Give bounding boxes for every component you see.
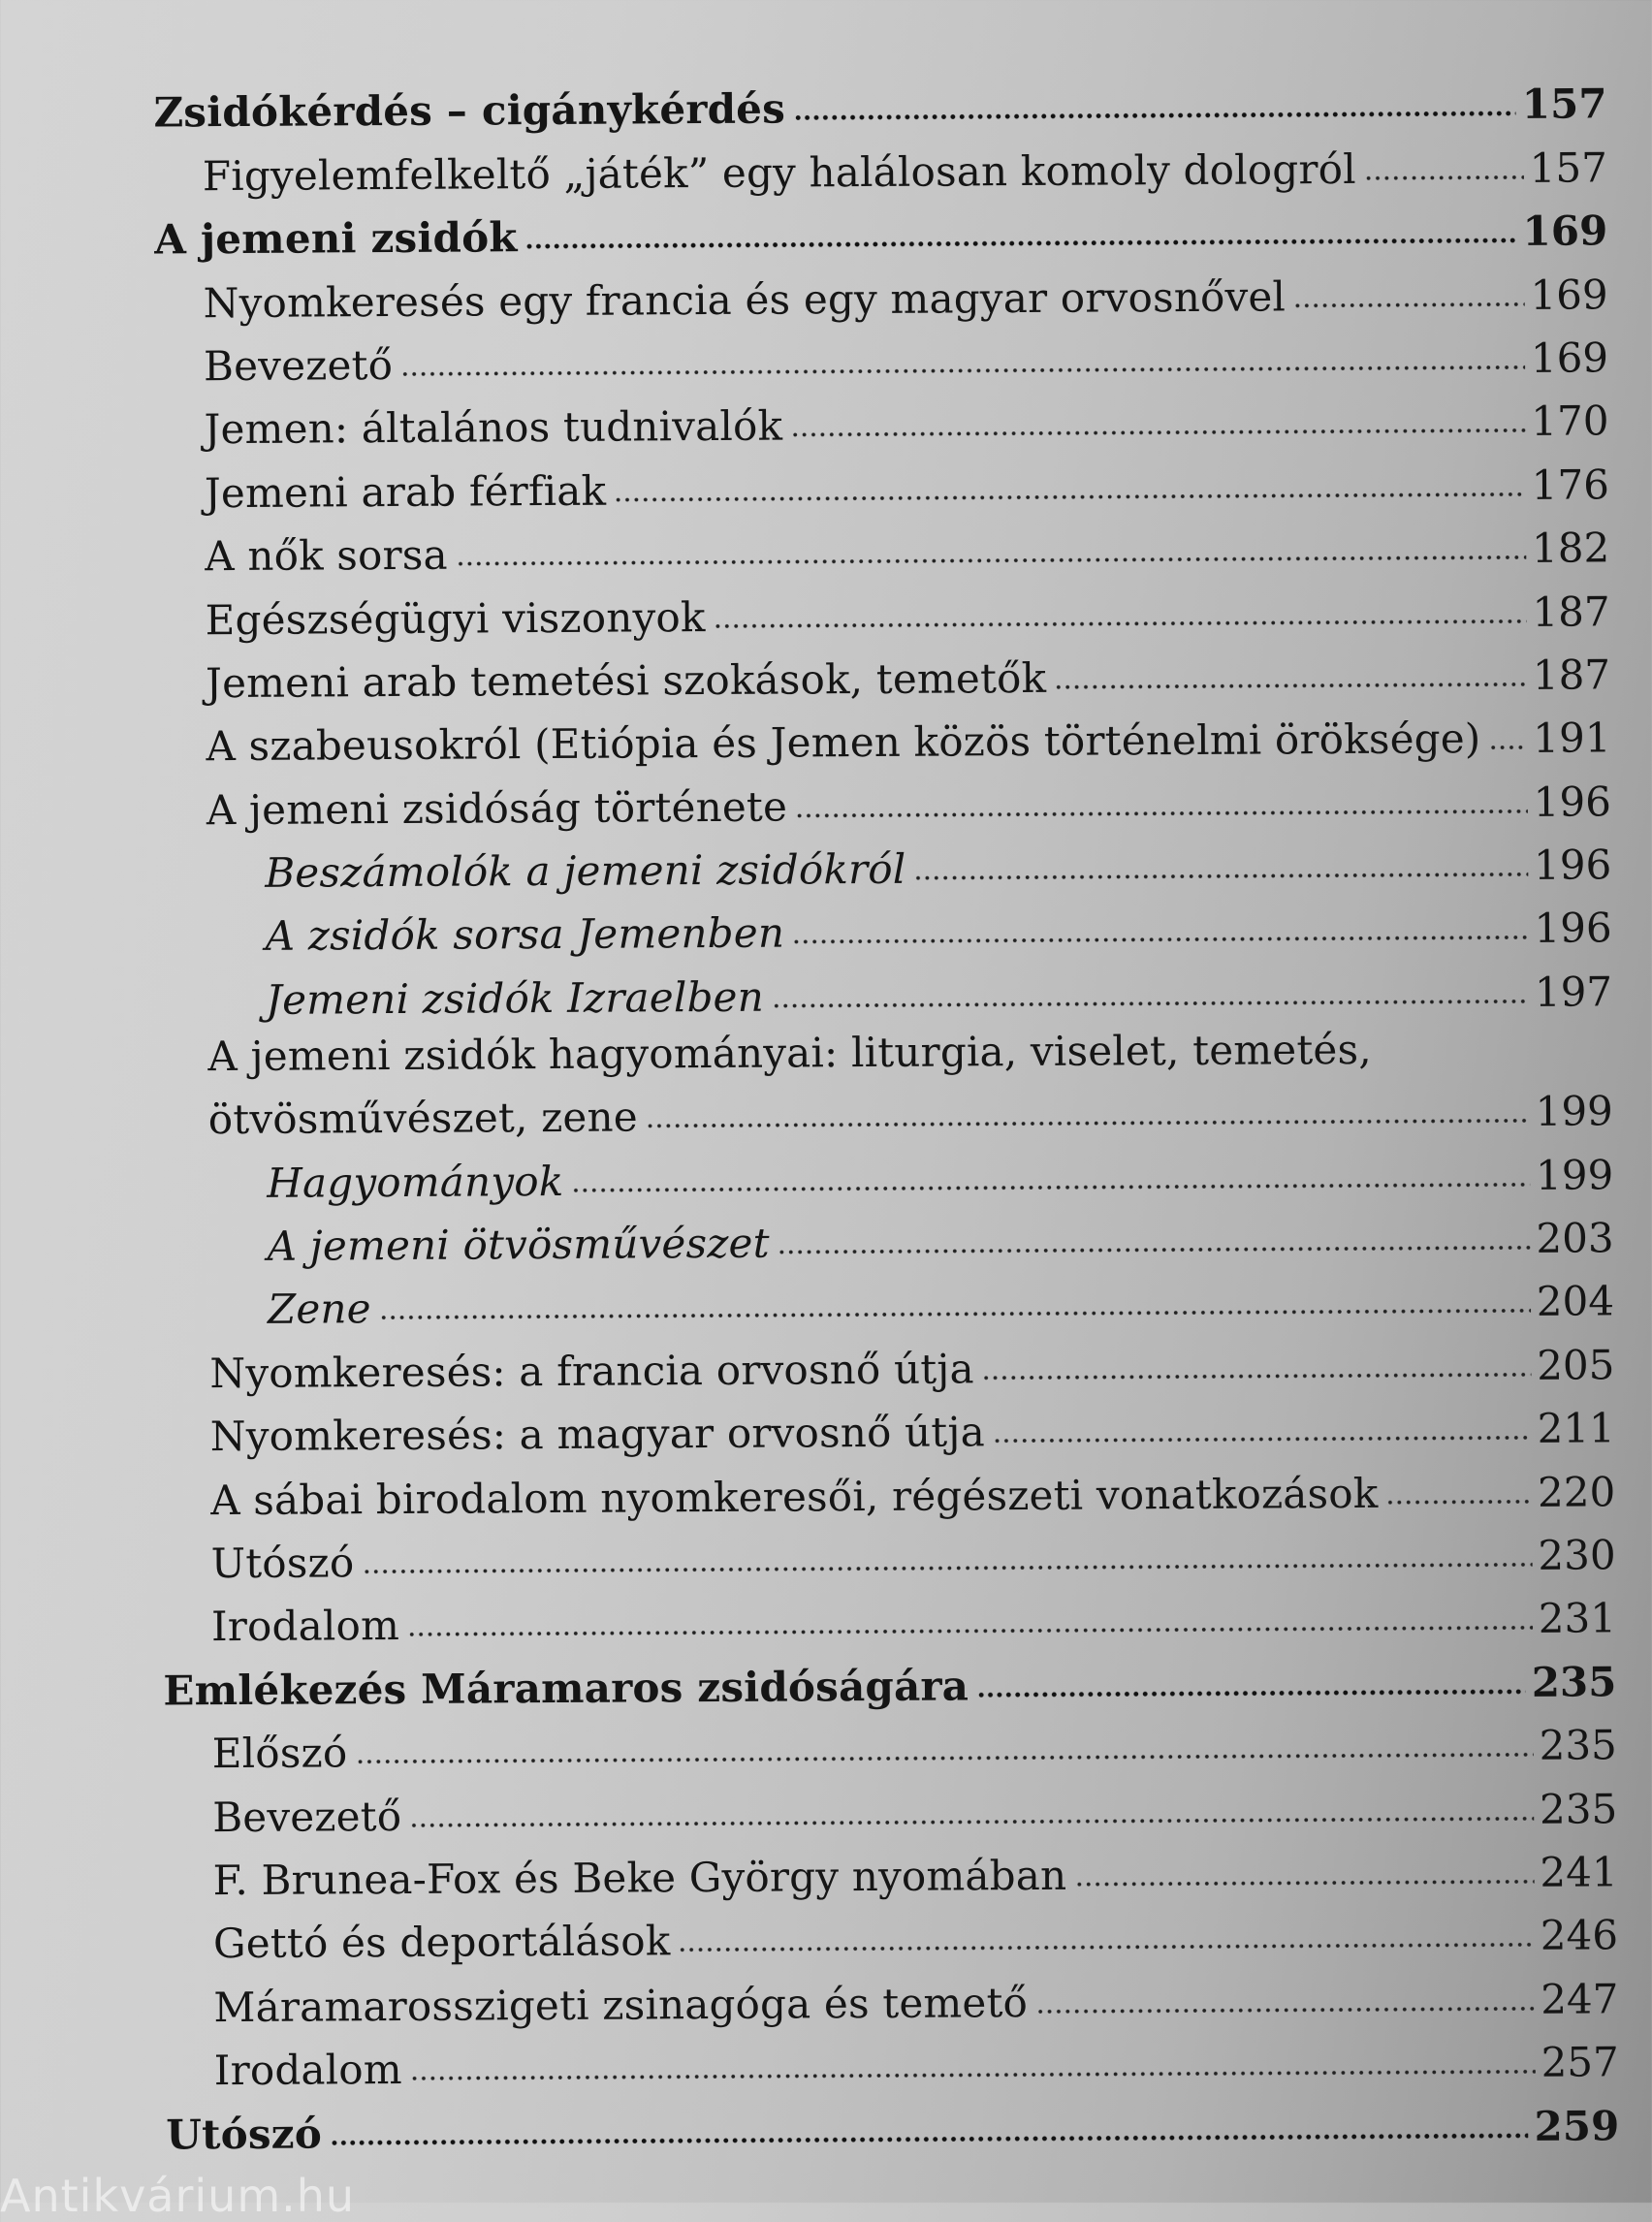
toc-entry-page-number: 235 [1539,1721,1617,1769]
toc-entry [0,1143,1652,1217]
toc-entry-title: A jemeni ötvösművészet [267,1219,770,1270]
toc-entry [2,1460,1652,1534]
dot-leader [1074,1878,1534,1889]
toc-entry-line [266,968,1612,1024]
toc-entry-line [266,905,1612,961]
toc-entry-page-number: 157 [1521,79,1607,129]
toc-entry [2,1524,1652,1598]
toc-entry-line [204,333,1608,391]
dot-leader [678,1941,1534,1953]
dot-leader [1385,1497,1532,1506]
dot-leader [379,1307,1531,1321]
toc-entry-line [204,397,1608,455]
dot-leader [614,491,1526,504]
dot-leader [1054,681,1527,691]
toc-entry-page-number: 246 [1540,1911,1619,1960]
toc-entry-line [153,80,1606,138]
toc-entry-page-number: 231 [1538,1594,1617,1643]
toc-entry [0,897,1651,970]
toc-entry [0,200,1646,273]
toc-entry-line [209,1341,1614,1398]
toc-entry-line [214,2038,1619,2095]
toc-entry-title: Bevezető [212,1792,402,1841]
toc-entry-line [210,1531,1615,1588]
toc-entry-title: Figyelemfelkeltő „játék” egy halálosan komoly dologról [202,144,1356,200]
toc-entry-title: Nyomkeresés egy francia és egy magyar orvosnővel [203,271,1287,327]
toc-entry-page-number: 197 [1534,968,1613,1016]
dot-leader [792,934,1528,946]
toc-entry-line [205,460,1609,518]
dot-leader [646,1117,1530,1130]
toc-entry-title: Utószó [210,1539,355,1588]
toc-entry-line [166,2102,1619,2159]
toc-entry [4,1841,1652,1915]
toc-entry-title: Jemeni arab férfiak [204,466,607,517]
toc-entry-page-number: 157 [1529,143,1608,192]
dot-leader [795,808,1528,820]
toc-entry-page-number: 196 [1533,841,1612,889]
toc-entry [3,1587,1652,1661]
toc-entry-page-number: 211 [1537,1404,1615,1453]
toc-entry-title: A szabeusokról (Etiópia és Jemen közös történelmi öröksége) [206,714,1481,771]
toc-entry-page-number: 182 [1531,524,1610,572]
toc-entry-page-number: 169 [1530,270,1608,319]
toc-entry-line [213,1912,1618,1969]
toc-entry-line [206,651,1610,708]
toc-entry [6,2031,1652,2105]
toc-entry-line [267,1214,1613,1270]
toc-entry-line [212,1785,1617,1842]
toc-entry-line [208,1088,1613,1145]
dot-leader [793,110,1516,122]
toc-entry-title: Zsidókérdés – cigánykérdés [153,84,786,137]
toc-entry-page-number: 187 [1532,587,1610,636]
toc-entry-title: A jemeni zsidóság története [206,782,788,834]
toc-entry-title: Zene [267,1285,371,1334]
toc-entry [0,263,1647,336]
toc-entry-page-number: 196 [1533,778,1612,826]
dot-leader [410,2068,1536,2082]
toc-entry-title: Beszámolók a jemeni zsidókról [265,844,906,897]
toc-entry [0,327,1647,400]
toc-entry-page-number: 259 [1534,2101,1620,2150]
dot-leader [993,1434,1532,1444]
dot-leader [778,1244,1531,1256]
toc-entry-title: ötvösművészet, zene [207,1093,638,1144]
toc-entry-title: A jemeni zsidók hagyományai: liturgia, viselet, temetés, [207,1025,1372,1081]
toc-entry-page-number: 257 [1541,2038,1619,2086]
toc-entry [0,1080,1652,1154]
toc-entry-page-number: 205 [1537,1341,1615,1389]
toc-entry-title: A sábai birodalom nyomkeresői, régészeti vonatkozások [210,1469,1379,1524]
dot-leader [976,1688,1526,1698]
toc-entry [0,73,1646,146]
dot-leader [330,2131,1529,2146]
toc-entry-title: Egészségügyi viszonyok [205,592,706,644]
toc-entry-title: Gettó és deportálások [212,1917,671,1968]
toc-entry [0,834,1650,907]
toc-entry [6,2094,1652,2168]
toc-entry [0,453,1648,526]
toc-entry-page-number: 204 [1536,1277,1615,1326]
toc-entry-title: Nyomkeresés: a magyar orvosnő útja [209,1408,986,1461]
dot-leader [456,554,1526,568]
dot-leader [1364,174,1524,182]
dot-leader [525,237,1517,250]
toc-entry-line [211,1595,1616,1652]
toc-entry-line [206,714,1610,772]
dot-leader [362,1561,1532,1575]
toc-entry-line [213,1975,1618,2032]
toc-entry [3,1650,1652,1724]
toc-entry [4,1714,1652,1788]
dot-leader [714,617,1527,629]
toc-entry [0,517,1648,590]
toc-entry-page-number: 196 [1534,904,1612,953]
toc-entry-line [206,587,1610,645]
toc-entry [1,1334,1652,1408]
dot-leader [1488,744,1527,751]
dot-leader [409,1814,1534,1828]
toc-entry [4,1777,1652,1851]
toc-entry-title: Máramarosszigeti zsinagóga és temető [213,1978,1029,2031]
table-of-contents [0,73,1652,2168]
toc-entry-page-number: 235 [1539,1784,1618,1833]
toc-entry-line [206,778,1611,835]
toc-entry-page-number: 169 [1522,206,1608,256]
toc-entry-page-number: 203 [1536,1214,1614,1262]
toc-entry-page-number: 176 [1531,460,1610,509]
toc-entry-page-number: 199 [1535,1087,1613,1136]
toc-entry-page-number: 199 [1535,1150,1614,1199]
toc-entry [0,136,1646,209]
toc-entry-title: Irodalom [210,1602,400,1651]
toc-entry-line [210,1405,1615,1462]
toc-entry [0,580,1649,653]
toc-entry-line [205,524,1609,581]
dot-leader [571,1180,1530,1193]
toc-entry [0,707,1650,780]
toc-entry-title: F. Brunea-Fox és Beke György nyomában [212,1851,1067,1905]
toc-entry-title: Előszó [211,1729,348,1778]
toc-entry-title: A nők sorsa [205,530,448,581]
toc-entry [2,1397,1652,1471]
toc-entry-title: A zsidók sorsa Jemenben [265,909,785,961]
toc-entry-line [154,207,1607,265]
dot-leader [914,871,1529,882]
toc-entry-page-number: 187 [1532,651,1611,699]
dot-leader [982,1371,1532,1381]
toc-entry [0,770,1650,843]
toc-entry [5,1967,1652,2041]
toc-entry-title: Jemen: általános tudnivalók [204,401,783,454]
toc-entry-title: A jemeni zsidók [154,213,518,264]
dot-leader [790,427,1525,439]
toc-entry [0,390,1648,463]
toc-entry-line [268,1278,1614,1334]
dot-leader [1035,2005,1535,2016]
toc-entry-line [212,1848,1617,1905]
toc-entry-title: Nyomkeresés: a francia orvosnő útja [209,1345,974,1397]
dot-leader [400,364,1525,378]
dot-leader [1293,300,1524,308]
toc-entry-title: Irodalom [213,2046,403,2095]
toc-entry-page-number: 235 [1531,1658,1617,1706]
toc-entry-title: Utószó [166,2109,323,2158]
toc-entry-page-number: 220 [1537,1467,1616,1516]
toc-entry-title: Jemeni zsidók Izraelben [265,972,765,1024]
toc-entry-page-number: 170 [1531,397,1609,446]
toc-entry-line [265,841,1611,897]
toc-entry [0,961,1651,1034]
toc-entry-page-number: 169 [1530,333,1609,382]
watermark: Antikvárium.hu [0,2170,356,2222]
toc-entry-line [207,1024,1612,1081]
toc-entry-title: Jemeni arab temetési szokások, temetők [205,653,1047,708]
toc-entry-page-number: 247 [1541,1975,1619,2023]
toc-entry-line [203,143,1607,201]
dot-leader [772,998,1529,1010]
toc-entry-page-number: 230 [1538,1531,1616,1579]
toc-entry-line [163,1658,1616,1715]
toc-entry [0,1207,1652,1281]
dot-leader [355,1751,1533,1765]
toc-entry-line [212,1721,1617,1778]
toc-entry [5,1904,1652,1978]
toc-entry-line [204,270,1608,328]
toc-entry-title: Hagyományok [267,1157,564,1207]
toc-entry-page-number: 241 [1540,1848,1618,1896]
toc-entry [0,1024,1652,1090]
toc-entry-title: Emlékezés Máramaros zsidóságára [163,1662,969,1715]
toc-entry-page-number: 191 [1533,714,1611,763]
toc-entry [0,644,1649,717]
toc-entry-line [210,1468,1615,1525]
toc-entry [1,1270,1652,1344]
dot-leader [407,1624,1533,1638]
toc-entry-line [267,1151,1613,1207]
toc-entry-title: Bevezető [203,340,394,391]
